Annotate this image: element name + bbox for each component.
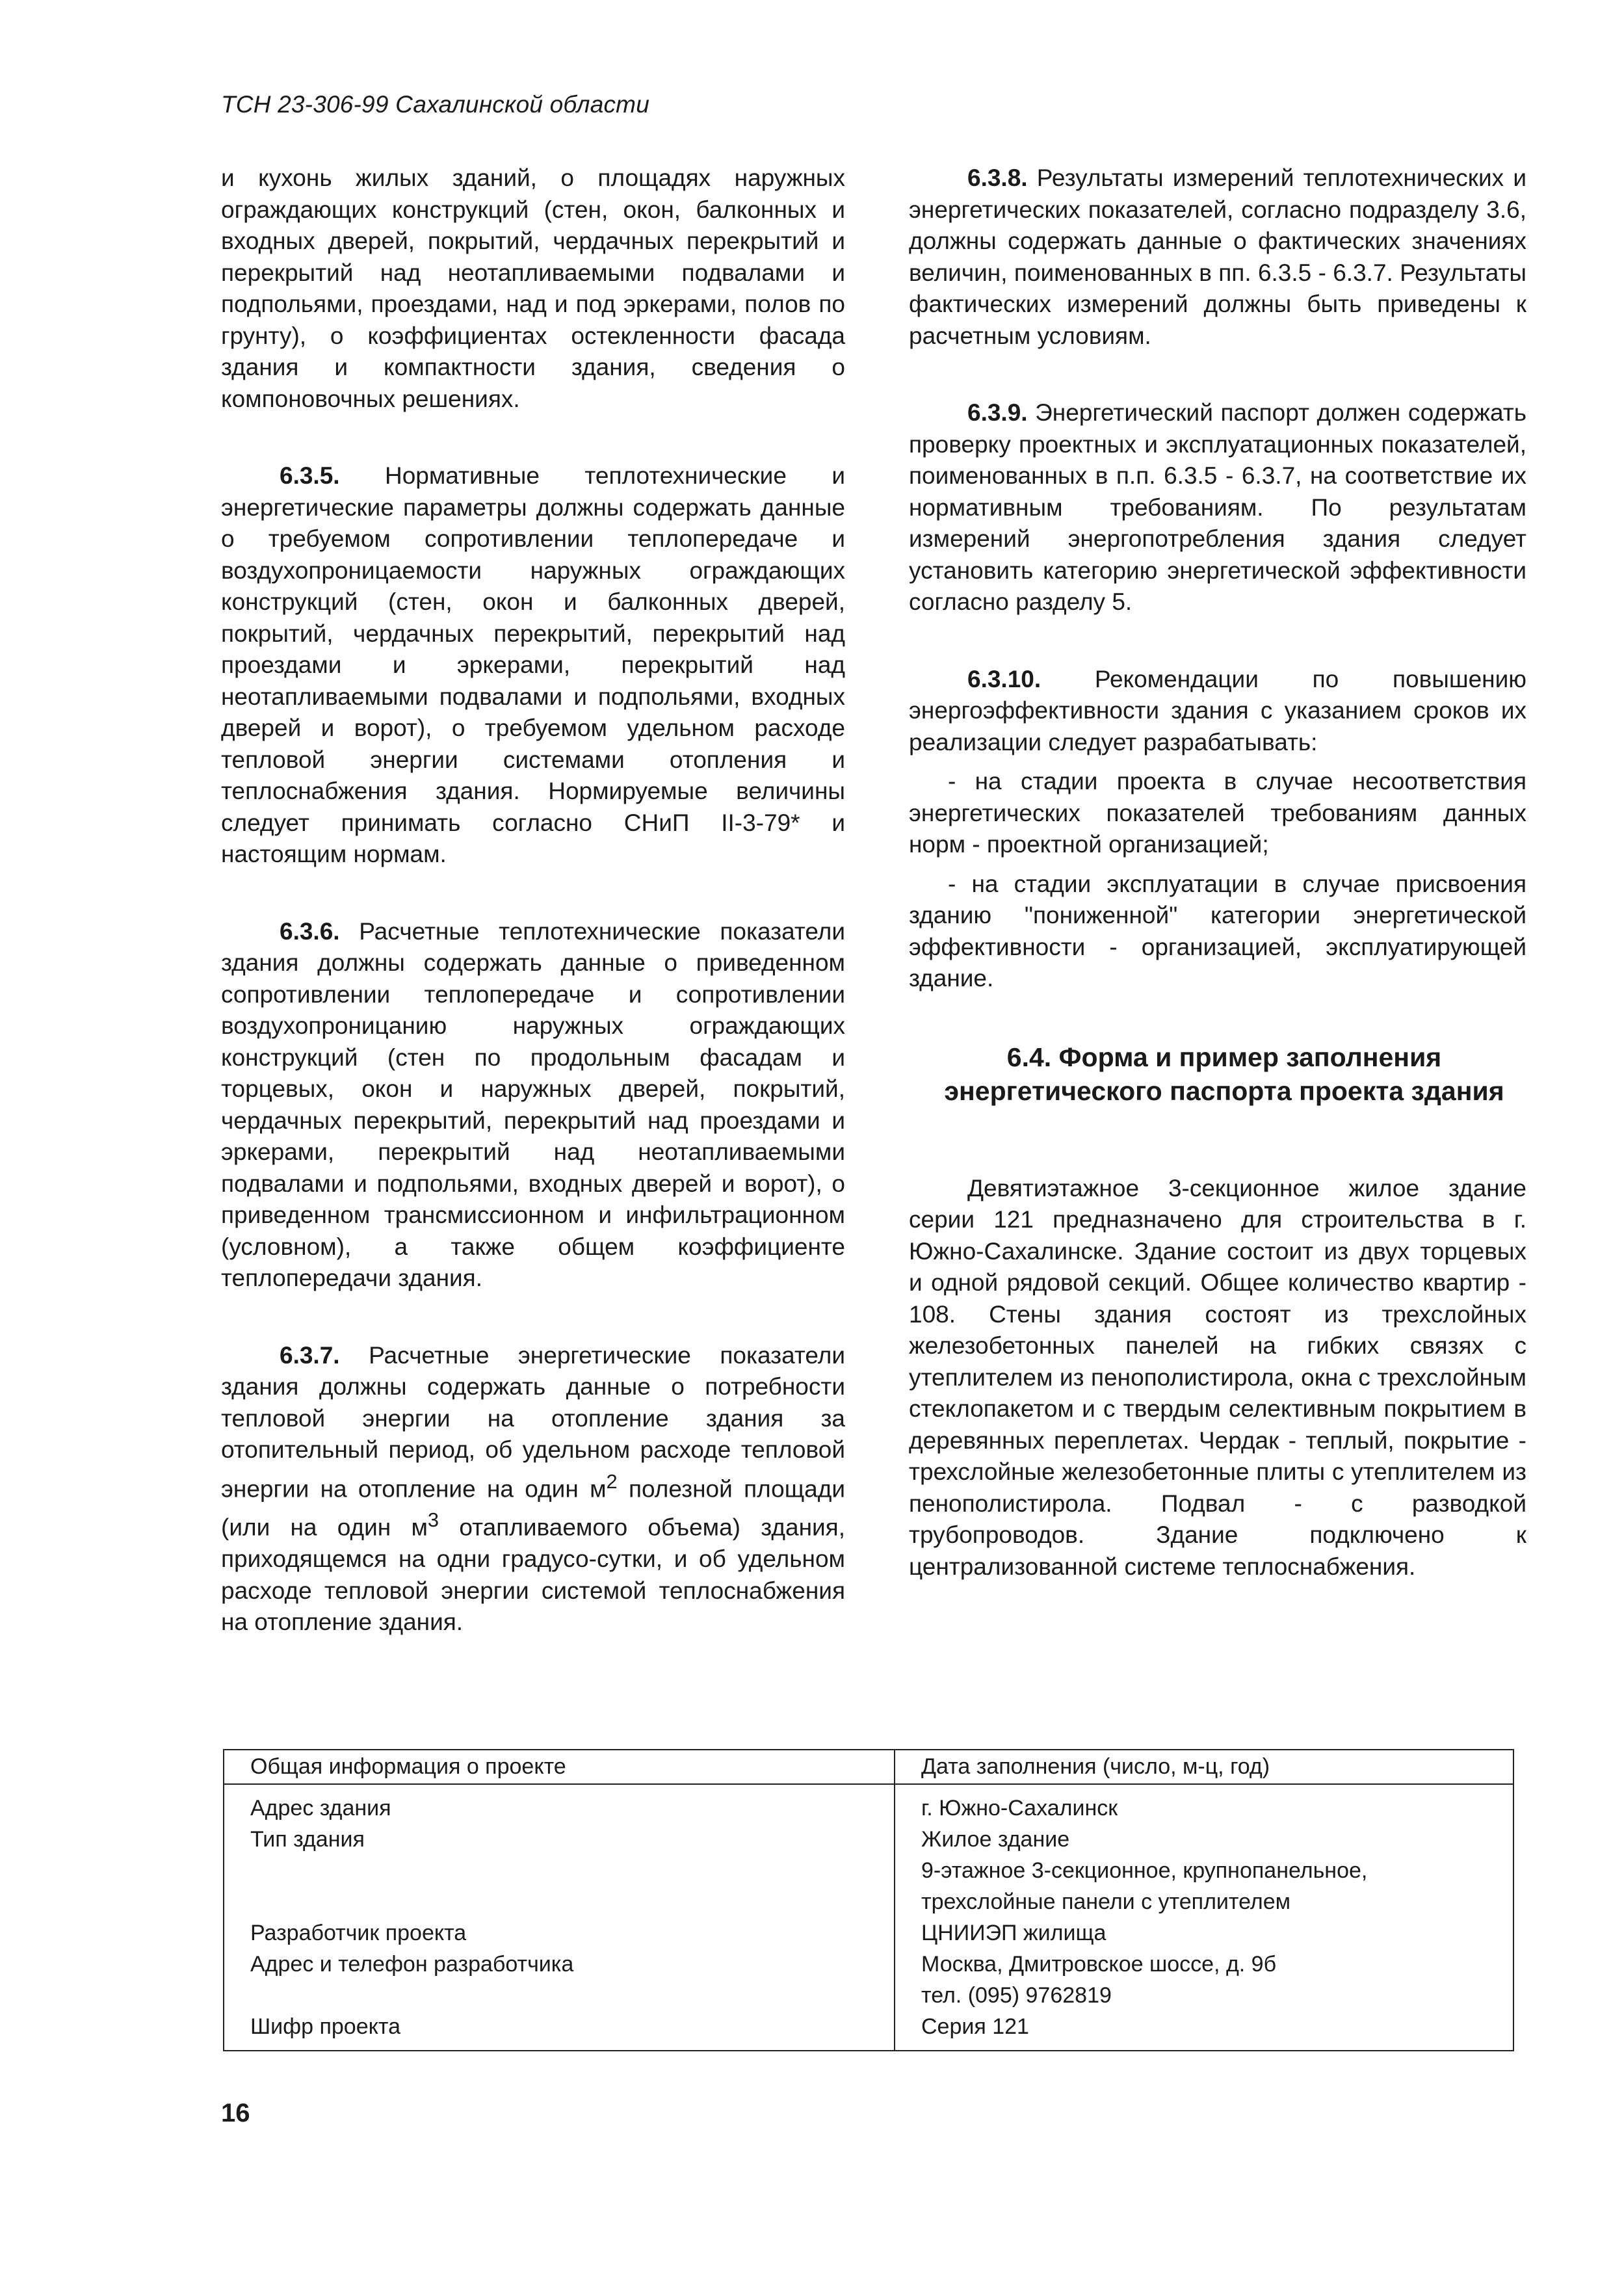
cell-line: Москва, Дмитровское шоссе, д. 9б <box>921 1952 1277 1977</box>
clause-6-3-10 <box>909 664 1526 759</box>
table-cell-values <box>895 1784 1513 2051</box>
table-row <box>224 1784 1513 2051</box>
clause-number: 6.3.6. <box>280 917 340 945</box>
clause-text: полезной площади (или на один м <box>221 1475 845 1541</box>
clause-number: 6.3.10. <box>967 665 1041 692</box>
clause-text: отапливаемого объема) здания, приходящемся на одни градусо-сутки, и об удельном расходе тепловой энергии системой теплоснабжения на отопление здания. <box>221 1514 845 1636</box>
clause-text: Рекомендации по повышению энергоэффективности здания с указанием сроков их реализации следует разрабатывать: <box>909 665 1526 756</box>
cell-line: Шифр проекта <box>250 2014 400 2039</box>
paragraph <box>221 163 845 415</box>
clause-number: 6.3.8. <box>967 164 1028 191</box>
clause-6-3-9 <box>909 397 1526 618</box>
table-header-cell: Дата заполнения (число, м-ц, год) <box>895 1750 1513 1784</box>
clause-text: Энергетический паспорт должен содержать проверку проектных и эксплуатационных показателей, поименованных в п.п. 6.3.5 - 6.3.7, на соответствие их нормативным требованиям. По результатам измерений энергопотребления здания следует установить категорию энергетической эффективности согласно разделу 5. <box>909 399 1526 615</box>
clause-number: 6.3.9. <box>967 399 1028 426</box>
cell-line: трехслойные панели с утеплителем <box>921 1889 1290 1914</box>
cell-line: Разработчик проекта <box>250 1921 467 1945</box>
paragraph-text: и кухонь жилых зданий, о площадях наружных ограждающих конструкций (стен, окон, балконных и входных дверей, покрытий, чердачных перекрытий и перекрытий над неотапливаемыми подвалами и подпольями, проездами, над и под эркерами, полов по грунту), о коэффициентах остекленности фасада здания и компактности здания, сведения о компоновочных решениях. <box>221 164 845 412</box>
superscript: 3 <box>427 1508 439 1532</box>
clause-text: Расчетные теплотехнические показатели здания должны содержать данные о приведенном сопротивлении теплопередаче и сопротивлении воздухопроницанию наружных ограждающих конструкций (стен по продольным фасадам и торцевых, окон и наружных дверей, покрытий, чердачных перекрытий, перекрытий над проездами и эркерами, перекрытий над неотапливаемыми подвалами и подпольями, входных дверей и ворот), о приведенном трансмиссионном и инфильтрационном (условном), а также общем коэффициенте теплопередачи здания. <box>221 917 845 1291</box>
project-info-table <box>223 1749 1514 2051</box>
table-cell-labels <box>224 1784 895 2051</box>
table-header-cell: Общая информация о проекте <box>224 1750 895 1784</box>
clause-text: Нормативные теплотехнические и энергетические параметры должны содержать данные о требуемом сопротивлении теплопередаче и воздухопроницаемости наружных ограждающих конструкций (стен, окон и балконных дверей, покрытий, чердачных перекрытий, перекрытий над проездами и эркерами, перекрытий над неотапливаемыми подвалами и подпольями, входных дверей и ворот), о требуемом удельном расходе тепловой энергии системами отопления и теплоснабжения здания. Нормируемые величины следует принимать согласно СНиП II-3-79* и настоящим нормам. <box>221 462 845 867</box>
cell-line: Адрес и телефон разработчика <box>250 1952 574 1977</box>
clause-6-3-5 <box>221 460 845 871</box>
cell-line: ЦНИИЭП жилища <box>921 1921 1107 1945</box>
clause-6-3-6 <box>221 916 845 1295</box>
cell-line <box>250 1980 894 2011</box>
list-item: - на стадии проекта в случае несоответствия энергетических показателей требованиям данных норм - проектной организацией; <box>909 768 1526 858</box>
cell-line: тел. (095) 9762819 <box>921 1983 1112 2008</box>
right-column <box>909 163 1526 1628</box>
cell-line: Жилое здание <box>921 1827 1070 1852</box>
cell-line: Тип здания <box>250 1827 365 1852</box>
cell-line: 9-этажное 3-секционное, крупнопанельное, <box>921 1858 1368 1883</box>
section-title: 6.4. Форма и пример заполнения энергетического паспорта проекта здания <box>944 1042 1504 1106</box>
clause-text: Результаты измерений теплотехнических и энергетических показателей, согласно подразделу 3.6, должны содержать данные о фактических значениях величин, поименованных в пп. 6.3.5 - 6.3.7. Результаты фактических измерений должны быть приведены к расчетным условиям. <box>909 164 1526 349</box>
cell-line: г. Южно-Сахалинск <box>921 1796 1118 1821</box>
table-header-row <box>224 1750 1513 1784</box>
clause-number: 6.3.5. <box>280 462 340 489</box>
superscript: 2 <box>606 1469 618 1493</box>
left-column <box>221 163 845 1684</box>
page-number: 16 <box>221 2099 250 2127</box>
cell-line <box>250 1886 894 1917</box>
list-item: - на стадии эксплуатации в случае присвоения зданию "пониженной" категории энергетической эффективности - организацией, эксплуатирующей здание. <box>909 870 1526 992</box>
cell-line: Серия 121 <box>921 2014 1029 2039</box>
clause-text: Расчетные энергетические показатели здания должны содержать данные о потребности тепловой энергии на отопление здания за отопительный период, об удельном расходе тепловой энергии на отопление на один м <box>221 1341 845 1502</box>
running-header: ТСН 23-306-99 Сахалинской области <box>221 91 649 118</box>
cell-line <box>250 1855 894 1886</box>
clause-6-3-7 <box>221 1340 845 1638</box>
cell-line: Адрес здания <box>250 1796 391 1821</box>
clause-number: 6.3.7. <box>280 1341 340 1369</box>
paragraph: Девятиэтажное 3-секционное жилое здание серии 121 предназначено для строительства в г. Южно-Сахалинске. Здание состоит из двух торцевых и одной рядовой секций. Общее количество квартир - 108. Стены здания состоят из трехслойных железобетонных панелей на гибких связях с утеплителем из пенополистирола, окна с трехслойным стеклопакетом и с твердым селективным покрытием в деревянных переплетах. Чердак - теплый, покрытие - трехслойные железобетонные плиты с утеплителем из пенополистирола. Подвал - с разводкой трубопроводов. Здание подключено к централизованной системе теплоснабжения. <box>909 1174 1526 1580</box>
clause-6-3-8 <box>909 163 1526 352</box>
